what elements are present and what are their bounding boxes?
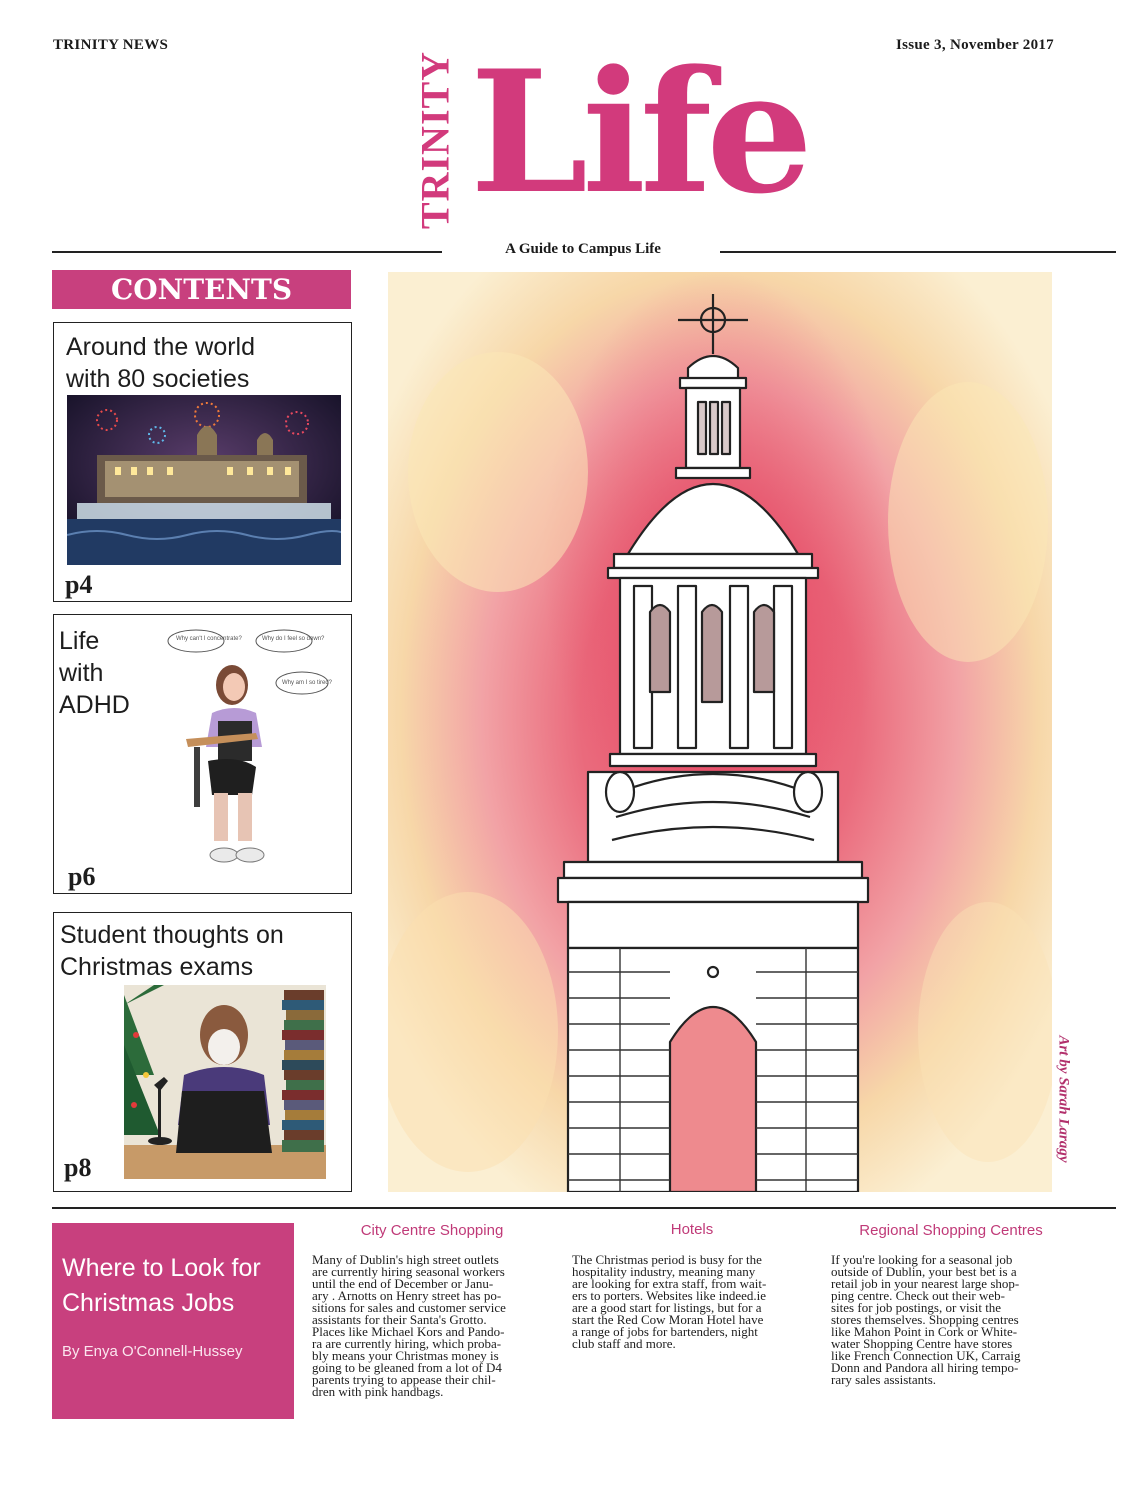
thought-bubble-text: Why do I feel so down? bbox=[262, 636, 325, 642]
publication-name: TRINITY NEWS bbox=[53, 37, 169, 53]
feature-title: Where to Look for Christmas Jobs bbox=[62, 1254, 261, 1317]
student-laptop-books-illustration-icon bbox=[124, 985, 326, 1179]
hero-artwork bbox=[388, 272, 1052, 1192]
column-heading-city-centre: City Centre Shopping bbox=[360, 1222, 504, 1239]
contents-heading: CONTENTS bbox=[52, 270, 351, 309]
student-at-desk-illustration-icon bbox=[164, 621, 344, 883]
feature-byline: By Enya O'Connell-Hussey bbox=[62, 1343, 243, 1360]
divider-right bbox=[720, 251, 1116, 253]
feature-title-box bbox=[52, 1223, 294, 1419]
column-heading-hotels: Hotels bbox=[670, 1221, 714, 1238]
contents-item-page: p4 bbox=[65, 570, 93, 599]
contents-item-page: p6 bbox=[68, 862, 96, 891]
column-heading-regional: Regional Shopping Centres bbox=[859, 1222, 1043, 1239]
campanile-watercolour-icon bbox=[388, 272, 1052, 1192]
contents-item-title: Student thoughts on bbox=[60, 921, 284, 949]
thought-bubble-text: Why am I so tired? bbox=[282, 680, 333, 686]
contents-item-title: Life bbox=[59, 627, 100, 655]
column-text-city-centre: Many of Dublin's high street outlets are currently hiring seasonal workers until the end of December or Janu- ary . Arnotts on Henry street has po- sitions for sales and customer service assistants for their Santa's Grotto. Places like Michael Kors and Pando- ra are currently hiring, which proba- bly means your Christmas money is going to be gleaned from a lot of D4 parents trying to appease their chil- dren with pink handbags. bbox=[312, 1252, 506, 1399]
thought-bubble-text: Why can't I concentrate? bbox=[176, 636, 242, 642]
column-text-hotels: The Christmas period is busy for the hospitality industry, meaning many are looking for extra staff, from wait- ers to porters. Websites like indeed.ie are a good start for listings, but for a start the Red Cow Moran Hotel have a range of jobs for bartenders, night club staff and more. bbox=[572, 1252, 767, 1351]
contents-item-title: with 80 societies bbox=[66, 365, 250, 393]
masthead-subtitle: A Guide to Campus Life bbox=[505, 241, 661, 257]
illuminated-building-illustration-icon bbox=[67, 395, 341, 565]
contents-item-title: ADHD bbox=[59, 691, 130, 719]
art-credit: Art by Sarah Laragy bbox=[1055, 1035, 1072, 1163]
contents-item-societies[interactable] bbox=[53, 322, 352, 602]
contents-item-title: Around the world bbox=[66, 333, 256, 361]
contents-item-title: Christmas exams bbox=[60, 953, 254, 981]
contents-item-adhd[interactable] bbox=[53, 614, 352, 894]
divider-left bbox=[52, 251, 442, 253]
section-divider bbox=[52, 1207, 1116, 1209]
issue-date: Issue 3, November 2017 bbox=[896, 37, 1054, 53]
masthead-trinity: TRINITY bbox=[412, 50, 458, 230]
contents-item-page: p8 bbox=[64, 1153, 92, 1182]
contents-item-title: with bbox=[59, 659, 104, 687]
masthead-life: Life bbox=[470, 33, 808, 231]
column-text-regional: If you're looking for a seasonal job outside of Dublin, your best bet is a retail job in your nearest large shop- ping centre. Check out their web- sites for job postings, or visit the stores themselves. Shopping centres like Mahon Point in Cork or White- water Shopping Centre have stores like French Connection UK, Carraig Donn and Pandora all hiring tempo- rary sales assistants. bbox=[831, 1252, 1021, 1387]
contents-item-exams[interactable] bbox=[53, 912, 352, 1192]
